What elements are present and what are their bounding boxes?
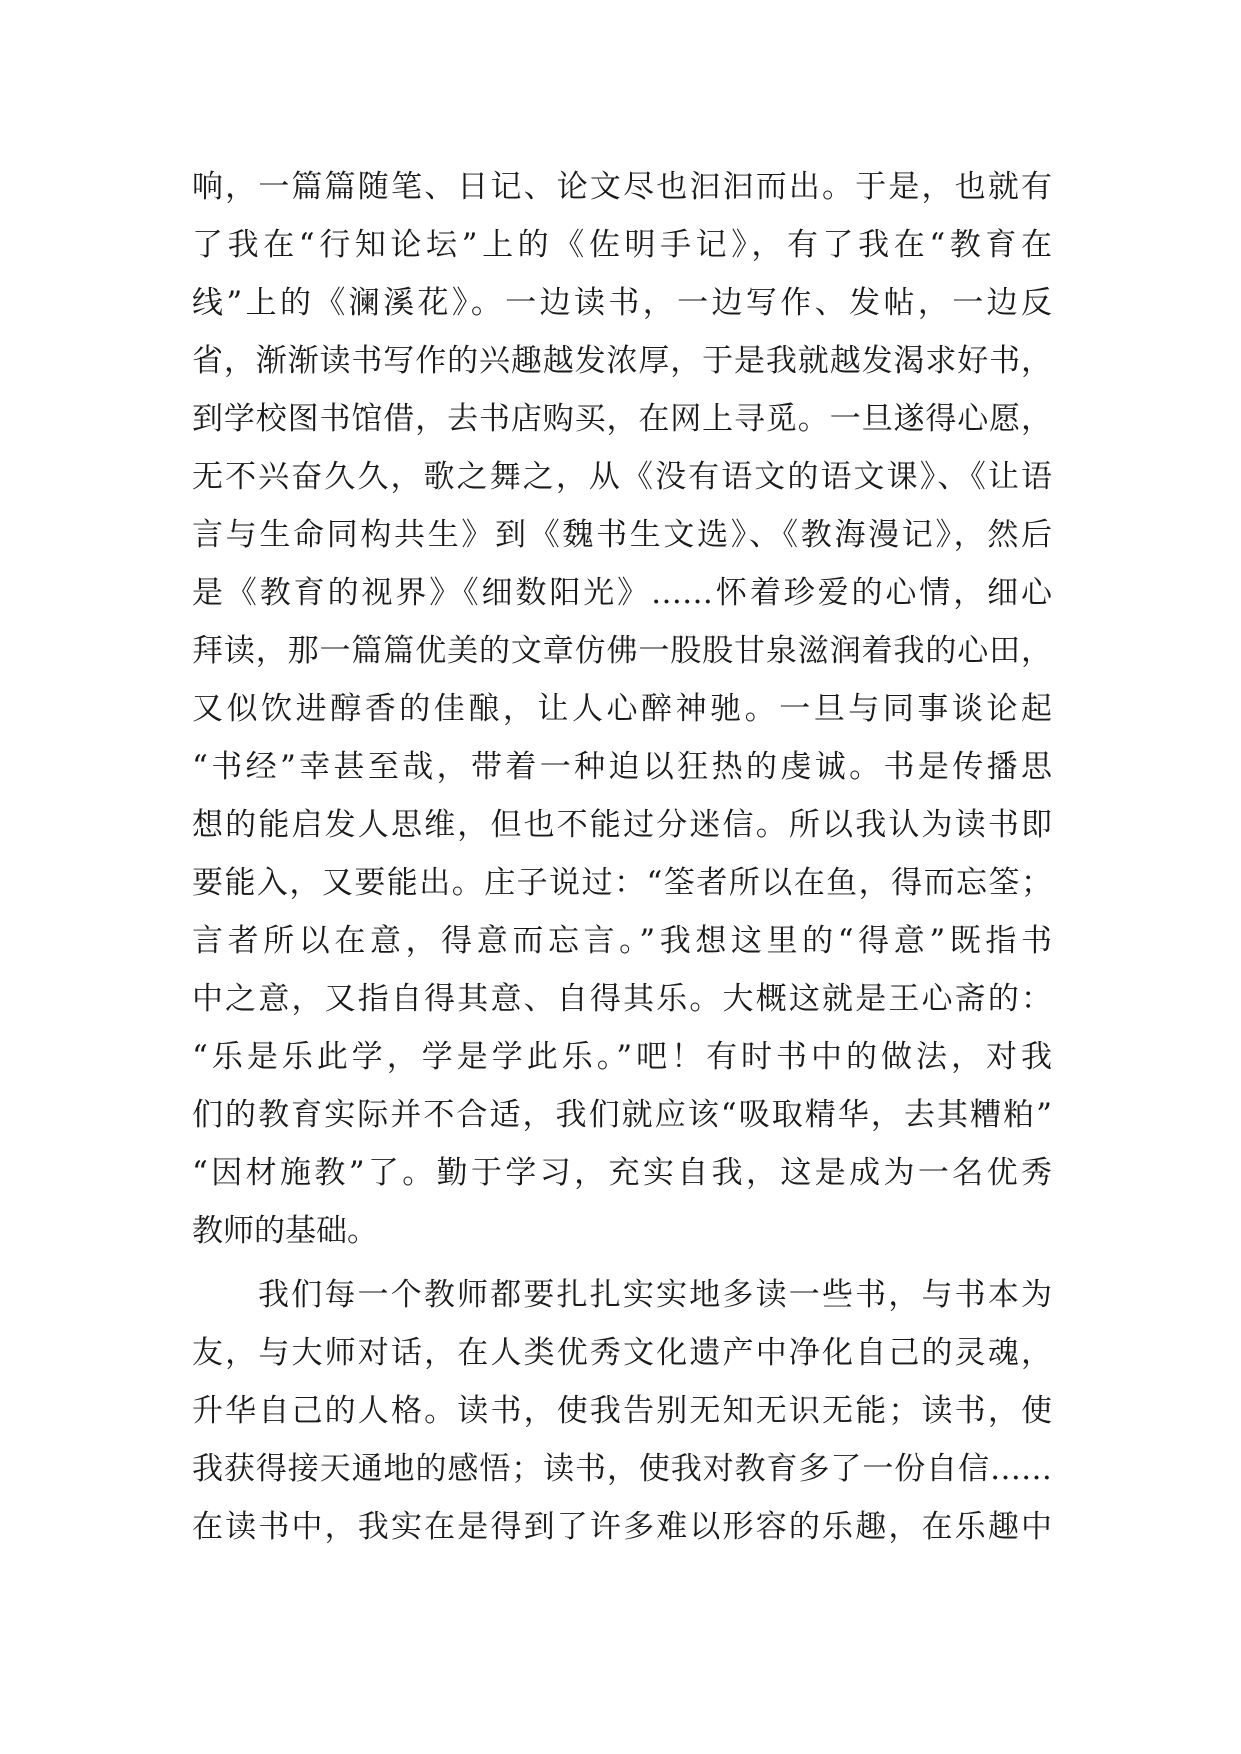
text-line: 我获得接天通地的感悟；读书，使我对教育多了一份自信…… <box>192 1451 1052 1487</box>
text-line: 是《教育的视界》《细数阳光》……怀着珍爱的心情，细心 <box>192 575 1052 611</box>
paragraph <box>192 158 1052 1260</box>
text-line: 们的教育实际并不合适，我们就应该“吸取精华，去其糟粕” <box>192 1097 1052 1133</box>
text-line: 中之意，又指自得其意、自得其乐。大概这就是王心斋的： <box>192 981 1052 1017</box>
text-line: 想的能启发人思维，但也不能过分迷信。所以我认为读书即 <box>192 807 1052 843</box>
text-line: 响，一篇篇随笔、日记、论文尽也汩汩而出。于是，也就有 <box>192 169 1052 205</box>
text-line: 友，与大师对话，在人类优秀文化遗产中净化自己的灵魂， <box>192 1335 1052 1371</box>
text-line: “书经”幸甚至哉，带着一种迫以狂热的虔诚。书是传播思 <box>192 749 1052 785</box>
text-line: 升华自己的人格。读书，使我告别无知无识无能；读书，使 <box>192 1393 1052 1429</box>
text-line: 我们每一个教师都要扎扎实实地多读一些书，与书本为 <box>258 1277 1052 1313</box>
document-body <box>192 158 1052 1556</box>
text-line: “乐是乐此学，学是学此乐。”吧！有时书中的做法，对我 <box>192 1039 1052 1075</box>
text-line: 教师的基础。 <box>192 1213 378 1249</box>
text-line: 要能入，又要能出。庄子说过：“筌者所以在鱼，得而忘筌； <box>192 865 1052 901</box>
text-line: 无不兴奋久久，歌之舞之，从《没有语文的语文课》、《让语 <box>192 459 1052 495</box>
text-line: 了我在“行知论坛”上的《佐明手记》，有了我在“教育在 <box>192 227 1052 263</box>
text-line: 线”上的《澜溪花》。一边读书，一边写作、发帖，一边反 <box>192 285 1052 321</box>
text-line: 到学校图书馆借，去书店购买，在网上寻觅。一旦遂得心愿， <box>192 401 1052 437</box>
text-line: 在读书中，我实在是得到了许多难以形容的乐趣，在乐趣中 <box>192 1509 1052 1545</box>
text-line: 言与生命同构共生》到《魏书生文选》、《教海漫记》，然后 <box>192 517 1052 553</box>
text-line: 拜读，那一篇篇优美的文章仿佛一股股甘泉滋润着我的心田， <box>192 633 1052 669</box>
paragraph <box>192 1266 1052 1556</box>
text-line: “因材施教”了。勤于学习，充实自我，这是成为一名优秀 <box>192 1155 1052 1191</box>
text-line: 省，渐渐读书写作的兴趣越发浓厚，于是我就越发渴求好书， <box>192 343 1052 379</box>
text-line: 言者所以在意，得意而忘言。”我想这里的“得意”既指书 <box>192 923 1052 959</box>
text-line: 又似饮进醇香的佳酿，让人心醉神驰。一旦与同事谈论起 <box>192 691 1052 727</box>
